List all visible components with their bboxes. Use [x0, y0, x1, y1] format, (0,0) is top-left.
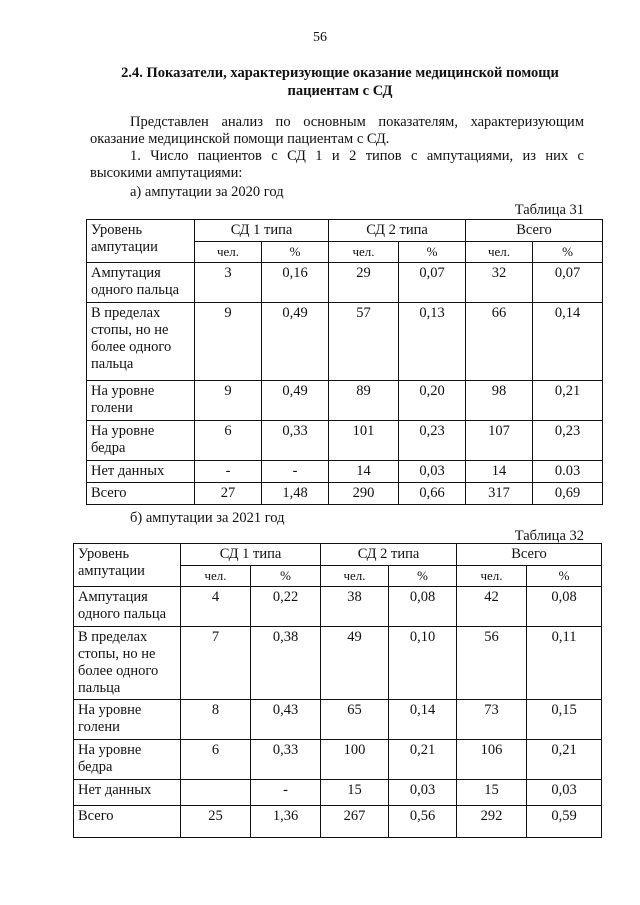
- header-total: Всего: [466, 220, 603, 242]
- header-pct: %: [251, 566, 321, 587]
- table-row: [87, 263, 603, 303]
- header-pct: %: [533, 242, 603, 263]
- table-cell: 0,15: [527, 700, 602, 740]
- row-label: Ампутация одного пальца: [87, 263, 195, 303]
- row-label: Всего: [74, 806, 181, 838]
- table-cell: 0,66: [399, 483, 466, 505]
- row-label: Ампутация одного пальца: [74, 587, 181, 627]
- header-count: чел.: [195, 242, 262, 263]
- header-count: чел.: [321, 566, 389, 587]
- table-cell: 57: [329, 303, 399, 381]
- table-header-row: [74, 544, 602, 566]
- table-cell: 14: [329, 461, 399, 483]
- table-cell: 6: [195, 421, 262, 461]
- table-row: [87, 381, 603, 421]
- table-cell: 0,33: [262, 421, 329, 461]
- row-label: Всего: [87, 483, 195, 505]
- header-pct: %: [399, 242, 466, 263]
- table31-caption: Таблица 31: [514, 202, 584, 218]
- table-cell: 0,38: [251, 627, 321, 700]
- header-pct: %: [527, 566, 602, 587]
- table-cell: 42: [457, 587, 527, 627]
- table-row: [87, 483, 603, 505]
- table-cell: 49: [321, 627, 389, 700]
- row-label: В пределах стопы, но не более одного пальца: [87, 303, 195, 381]
- table-cell: 32: [466, 263, 533, 303]
- table-cell: 267: [321, 806, 389, 838]
- table-cell: 292: [457, 806, 527, 838]
- table-row: [74, 700, 602, 740]
- item1-line: высокими ампутациями:: [90, 165, 243, 181]
- table-cell: 89: [329, 381, 399, 421]
- table-cell: 38: [321, 587, 389, 627]
- table-cell: 9: [195, 303, 262, 381]
- section-a-label: а) ампутации за 2020 год: [130, 184, 284, 200]
- table-cell: 0,08: [527, 587, 602, 627]
- table-cell: 56: [457, 627, 527, 700]
- item1-line: 1. Число пациентов с СД 1 и 2 типов с ампутациями, из них с: [130, 148, 584, 164]
- table-row: [87, 303, 603, 381]
- table-cell: 0,03: [389, 780, 457, 806]
- table32-caption: Таблица 32: [514, 528, 584, 544]
- table-cell: 0,14: [533, 303, 603, 381]
- table-cell: 65: [321, 700, 389, 740]
- header-sd2: СД 2 типа: [321, 544, 457, 566]
- table-cell: 9: [195, 381, 262, 421]
- table-cell: 0,21: [533, 381, 603, 421]
- table-cell: 107: [466, 421, 533, 461]
- table-cell: 0,21: [389, 740, 457, 780]
- table-cell: 98: [466, 381, 533, 421]
- header-count: чел.: [457, 566, 527, 587]
- table-cell: 25: [181, 806, 251, 838]
- heading-line: 2.4. Показатели, характеризующие оказание медицинской помощи: [121, 65, 559, 81]
- heading-line: пациентам с СД: [287, 83, 393, 99]
- table-row: [87, 421, 603, 461]
- table-cell: 0.03: [533, 461, 603, 483]
- table-cell: 106: [457, 740, 527, 780]
- table-32: [73, 543, 602, 838]
- table-cell: 0,69: [533, 483, 603, 505]
- table-row: [74, 587, 602, 627]
- table-cell: 0,23: [399, 421, 466, 461]
- table-cell: 0,07: [533, 263, 603, 303]
- table-cell: 29: [329, 263, 399, 303]
- table-cell: 3: [195, 263, 262, 303]
- header-count: чел.: [329, 242, 399, 263]
- header-sd2: СД 2 типа: [329, 220, 466, 242]
- row-label: Нет данных: [74, 780, 181, 806]
- table-cell: 66: [466, 303, 533, 381]
- table-row: [87, 461, 603, 483]
- table-cell: 8: [181, 700, 251, 740]
- table-cell: 0,16: [262, 263, 329, 303]
- row-label: В пределах стопы, но не более одного пальца: [74, 627, 181, 700]
- intro-line: Представлен анализ по основным показателям, характеризующим: [130, 114, 584, 130]
- header-count: чел.: [466, 242, 533, 263]
- row-label: На уровне голени: [74, 700, 181, 740]
- table-cell: 1,48: [262, 483, 329, 505]
- table-cell: 27: [195, 483, 262, 505]
- header-level: Уровень ампутации: [74, 544, 181, 587]
- table-cell: 0,33: [251, 740, 321, 780]
- table-cell: 0,23: [533, 421, 603, 461]
- table-cell: 14: [466, 461, 533, 483]
- page-number: 56: [313, 30, 327, 45]
- table-cell: 6: [181, 740, 251, 780]
- table-row: [74, 627, 602, 700]
- table-cell: 15: [457, 780, 527, 806]
- header-sd1: СД 1 типа: [181, 544, 321, 566]
- header-count: чел.: [181, 566, 251, 587]
- table-cell: 0,43: [251, 700, 321, 740]
- table-cell: 0,03: [399, 461, 466, 483]
- table-cell: 0,49: [262, 381, 329, 421]
- intro-line: оказание медицинской помощи пациентам с СД.: [90, 131, 390, 147]
- section-heading: [100, 64, 580, 100]
- table-row: [74, 806, 602, 838]
- row-label: На уровне голени: [87, 381, 195, 421]
- table-cell: [181, 780, 251, 806]
- table-cell: 7: [181, 627, 251, 700]
- table-cell: 317: [466, 483, 533, 505]
- table-31: [86, 219, 603, 505]
- table-cell: 290: [329, 483, 399, 505]
- table-row: [74, 780, 602, 806]
- row-label: На уровне бедра: [74, 740, 181, 780]
- table-cell: -: [195, 461, 262, 483]
- table-cell: 73: [457, 700, 527, 740]
- table-cell: 100: [321, 740, 389, 780]
- intro-paragraph: [90, 114, 584, 182]
- table-cell: 0,14: [389, 700, 457, 740]
- table-row: [74, 740, 602, 780]
- section-b-label: б) ампутации за 2021 год: [130, 510, 285, 526]
- table-cell: 0,59: [527, 806, 602, 838]
- header-pct: %: [262, 242, 329, 263]
- table-cell: 0,07: [399, 263, 466, 303]
- table-cell: 0,03: [527, 780, 602, 806]
- header-sd1: СД 1 типа: [195, 220, 329, 242]
- table-cell: 101: [329, 421, 399, 461]
- table-cell: 0,21: [527, 740, 602, 780]
- table-cell: 0,56: [389, 806, 457, 838]
- row-label: На уровне бедра: [87, 421, 195, 461]
- row-label: Нет данных: [87, 461, 195, 483]
- table-cell: 1,36: [251, 806, 321, 838]
- header-level: Уровень ампутации: [87, 220, 195, 263]
- table-cell: 0,20: [399, 381, 466, 421]
- table-cell: 15: [321, 780, 389, 806]
- table-cell: 0,13: [399, 303, 466, 381]
- table-cell: 0,10: [389, 627, 457, 700]
- table-cell: 4: [181, 587, 251, 627]
- table-cell: -: [251, 780, 321, 806]
- table-cell: 0,11: [527, 627, 602, 700]
- table-cell: -: [262, 461, 329, 483]
- table-cell: 0,49: [262, 303, 329, 381]
- table-cell: 0,22: [251, 587, 321, 627]
- header-total: Всего: [457, 544, 602, 566]
- header-pct: %: [389, 566, 457, 587]
- table-cell: 0,08: [389, 587, 457, 627]
- table-header-row: [87, 220, 603, 242]
